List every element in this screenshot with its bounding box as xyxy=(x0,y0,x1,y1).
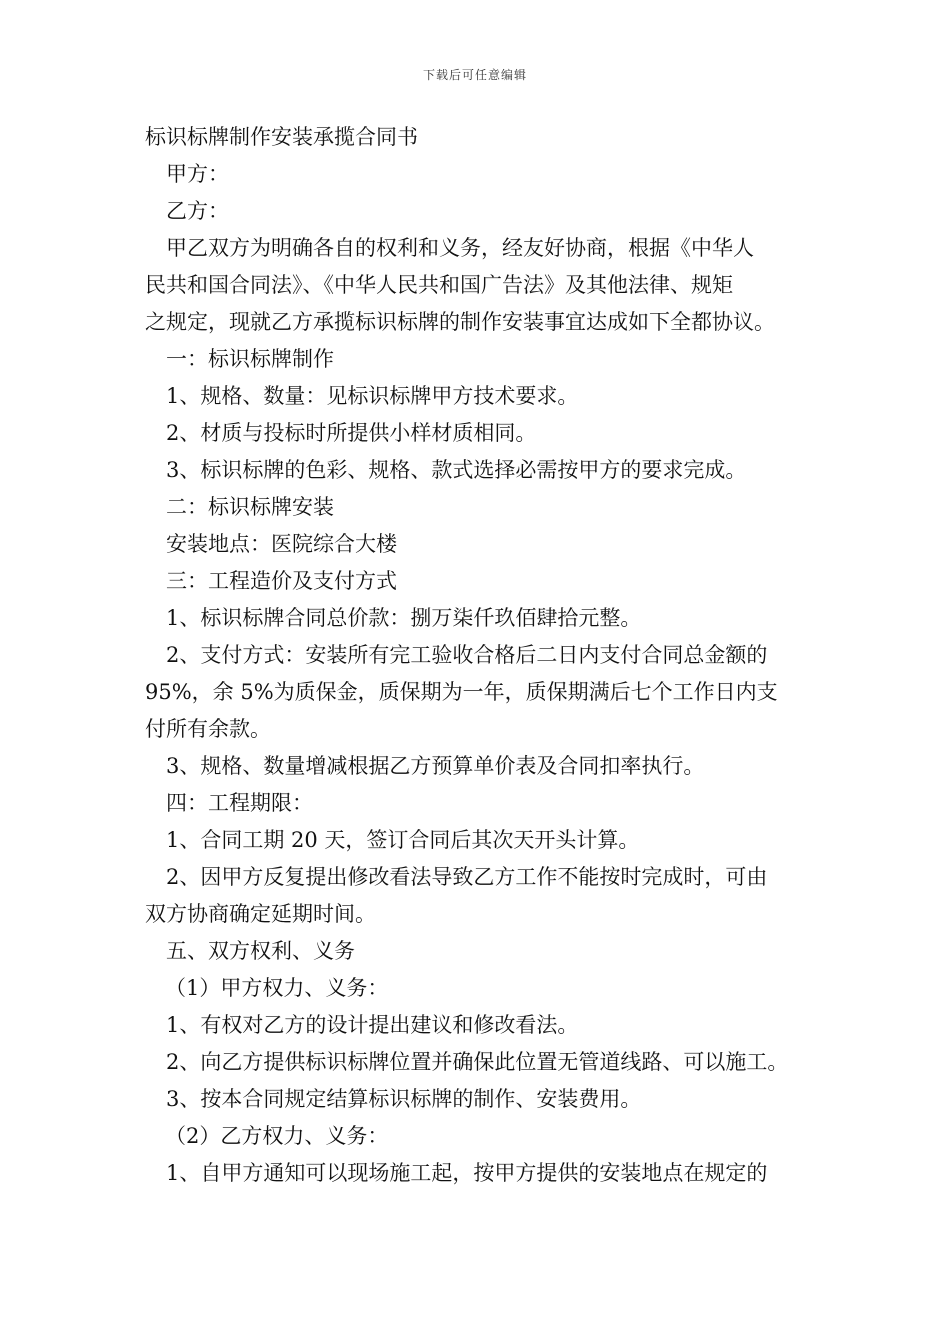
clause-line: 付所有余款。 xyxy=(145,717,271,741)
paragraph-line: 之规定，现就乙方承揽标识标牌的制作安装事宜达成如下全都协议。 xyxy=(145,310,775,334)
paragraph-line: 甲乙双方为明确各自的权利和义务，经友好协商，根据《中华人 xyxy=(166,236,754,260)
clause-line: 3、标识标牌的色彩、规格、款式选择必需按甲方的要求完成。 xyxy=(166,458,747,482)
clause-line: 2、向乙方提供标识标牌位置并确保此位置无管道线路、可以施工。 xyxy=(166,1050,789,1074)
subsection-heading: （2）乙方权力、义务： xyxy=(165,1124,389,1148)
party-a-line: 甲方： xyxy=(166,162,229,186)
section-heading: 三：工程造价及支付方式 xyxy=(166,569,397,593)
clause-line: 3、规格、数量增减根据乙方预算单价表及合同扣率执行。 xyxy=(166,754,705,778)
clause-line: 2、因甲方反复提出修改看法导致乙方工作不能按时完成时，可由 xyxy=(166,865,768,889)
document-title: 标识标牌制作安装承揽合同书 xyxy=(145,125,418,149)
document-body xyxy=(145,119,815,1192)
party-b-line: 乙方： xyxy=(166,199,229,223)
clause-line: 1、标识标牌合同总价款：捌万柒仟玖佰肆拾元整。 xyxy=(166,606,642,630)
section-heading: 二：标识标牌安装 xyxy=(166,495,334,519)
section-heading: 四：工程期限： xyxy=(166,791,313,815)
clause-line: 3、按本合同规定结算标识标牌的制作、安装费用。 xyxy=(166,1087,642,1111)
clause-line: 2、支付方式：安装所有完工验收合格后二日内支付合同总金额的 xyxy=(166,643,768,667)
clause-line: 1、规格、数量：见标识标牌甲方技术要求。 xyxy=(166,384,579,408)
subsection-heading: （1）甲方权力、义务： xyxy=(165,976,389,1000)
clause-line: 2、材质与投标时所提供小样材质相同。 xyxy=(166,421,537,445)
clause-line: 95%，余 5%为质保金，质保期为一年，质保期满后七个工作日内支 xyxy=(145,680,778,704)
section-heading: 一：标识标牌制作 xyxy=(166,347,334,371)
page-header-note: 下载后可任意编辑 xyxy=(422,68,527,82)
clause-line: 1、有权对乙方的设计提出建议和修改看法。 xyxy=(166,1013,579,1037)
clause-line: 安装地点：医院综合大楼 xyxy=(166,532,397,556)
clause-line: 1、自甲方通知可以现场施工起，按甲方提供的安装地点在规定的 xyxy=(166,1161,768,1185)
clause-line: 双方协商确定延期时间。 xyxy=(145,902,376,926)
clause-line: 1、合同工期 20 天，签订合同后其次天开头计算。 xyxy=(166,828,640,852)
paragraph-line: 民共和国合同法》、《中华人民共和国广告法》及其他法律、规矩 xyxy=(145,273,733,297)
section-heading: 五、双方权利、义务 xyxy=(166,939,355,963)
